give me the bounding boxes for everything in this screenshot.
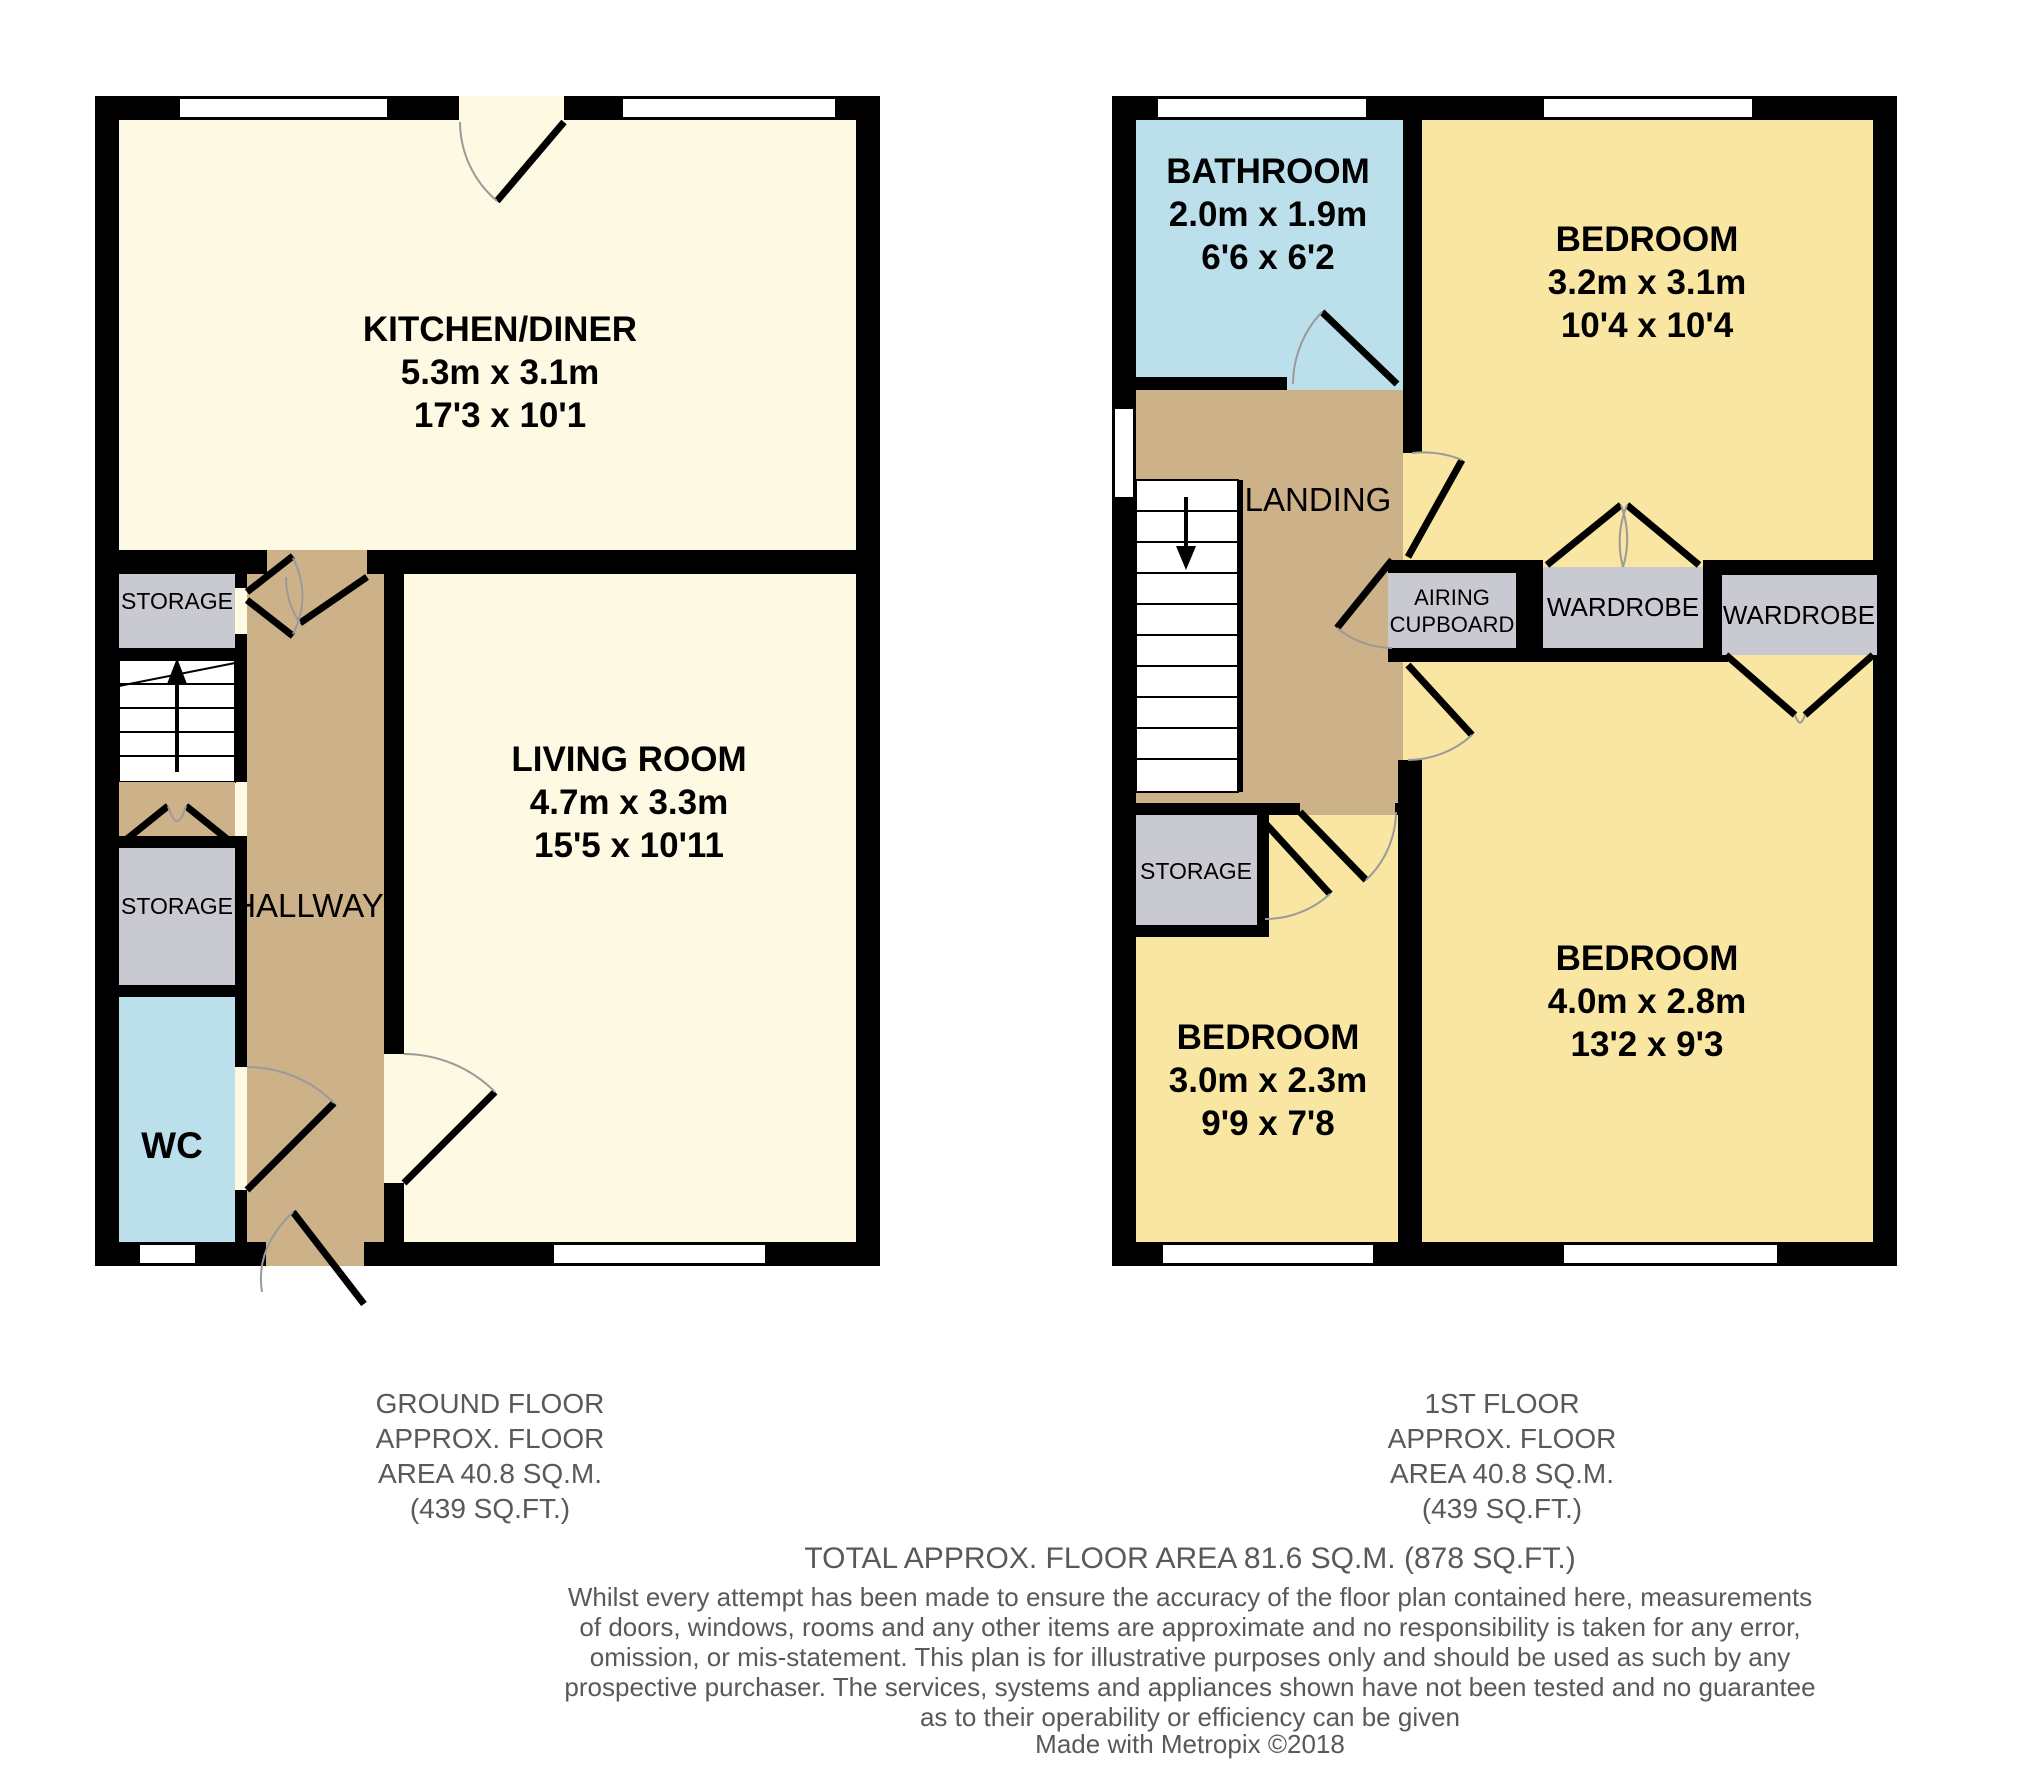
room-name: BATHROOM	[1166, 152, 1370, 191]
wall-segment	[384, 574, 404, 1054]
wc-label: WC	[141, 1125, 203, 1166]
room-size-imperial: 15'5 x 10'11	[534, 826, 724, 865]
window	[179, 98, 388, 118]
bathroom-label	[1166, 150, 1370, 279]
total-area-text: TOTAL APPROX. FLOOR AREA 81.6 SQ.M. (878 SQ.FT.)	[804, 1542, 1576, 1575]
wall-segment	[1539, 560, 1543, 648]
wall-segment	[384, 1183, 404, 1242]
window	[553, 1244, 766, 1264]
wall-segment	[1136, 377, 1287, 390]
room-wc-floor	[119, 997, 235, 1242]
wall-segment	[1722, 560, 1877, 575]
disclaimer-line: omission, or mis-statement. This plan is for illustrative purposes only and should be used as such by any	[589, 1642, 1791, 1672]
wall-segment	[119, 985, 247, 997]
room-size-metric: 3.0m x 2.3m	[1168, 1061, 1368, 1100]
airing-cupboard-label	[1390, 584, 1515, 638]
back-door-opening	[459, 96, 564, 120]
disclaimer-text	[564, 1582, 1815, 1732]
bathroom-doorway-opening	[1287, 377, 1403, 390]
wall-segment	[235, 836, 247, 1067]
wall-segment	[1516, 560, 1543, 662]
window	[1563, 1244, 1778, 1264]
disclaimer-line: as to their operability or efficiency can be given	[919, 1702, 1461, 1732]
caption-line: APPROX. FLOOR	[375, 1423, 605, 1454]
caption-line: (439 SQ.FT.)	[409, 1493, 571, 1524]
storage-mid-label: STORAGE	[120, 893, 234, 919]
room-size-imperial: 9'9 x 7'8	[1201, 1104, 1335, 1143]
wall-segment	[119, 550, 267, 574]
room-size-metric: 4.0m x 2.8m	[1547, 982, 1747, 1021]
kitchen-label	[363, 308, 637, 437]
room-size-metric: 4.7m x 3.3m	[529, 783, 729, 822]
ground-floor-caption	[376, 1386, 605, 1526]
storage-top-label: STORAGE	[120, 588, 234, 614]
wardrobe-right-label: WARDROBE	[1722, 600, 1876, 630]
ground-floor-plan	[95, 96, 880, 1304]
airing-line1: AIRING	[1414, 585, 1490, 610]
wall-segment	[367, 550, 856, 574]
window	[622, 98, 836, 118]
hallway-label: HALLWAY	[232, 887, 384, 924]
room-size-metric: 5.3m x 3.1m	[400, 353, 600, 392]
caption-line: GROUND FLOOR	[375, 1388, 605, 1419]
wall-segment	[235, 1190, 247, 1242]
disclaimer-line: prospective purchaser. The services, systems and appliances shown have not been tested and no guarantee	[564, 1672, 1816, 1702]
disclaimer-line: of doors, windows, rooms and any other items are approximate and no responsibility is taken for any error,	[579, 1612, 1801, 1642]
wall-segment	[1403, 96, 1422, 453]
window	[1157, 98, 1367, 118]
wall-segment	[235, 574, 247, 588]
wall-segment	[1703, 560, 1722, 662]
wall-segment	[1257, 815, 1269, 925]
bedroom-right-label	[1548, 937, 1746, 1066]
landing-label: LANDING	[1244, 481, 1392, 518]
wall-segment	[1388, 560, 1516, 574]
caption-line: AREA 40.8 SQ.M.	[1389, 1458, 1615, 1489]
room-size-imperial: 6'6 x 6'2	[1201, 238, 1335, 277]
room-name: BEDROOM	[1176, 1018, 1360, 1057]
wall-segment	[1388, 648, 1728, 662]
wall-segment	[1136, 925, 1269, 937]
room-size-imperial: 17'3 x 10'1	[413, 396, 587, 435]
metropix-credit: Made with Metropix ©2018	[1035, 1729, 1345, 1759]
caption-line: 1ST FLOOR	[1424, 1388, 1580, 1419]
room-size-metric: 2.0m x 1.9m	[1168, 195, 1368, 234]
window	[1543, 98, 1753, 118]
caption-line: APPROX. FLOOR	[1387, 1423, 1617, 1454]
living-room-label	[511, 738, 746, 867]
window	[139, 1244, 196, 1264]
room-name: KITCHEN/DINER	[362, 310, 638, 349]
wall-segment	[1136, 803, 1300, 815]
window	[1162, 1244, 1374, 1264]
wall-segment	[119, 648, 247, 660]
caption-line: (439 SQ.FT.)	[1421, 1493, 1583, 1524]
room-name: BEDROOM	[1555, 939, 1739, 978]
bedroom-top-label	[1548, 218, 1746, 347]
wall-segment	[235, 634, 247, 782]
window	[1114, 408, 1134, 498]
wall-segment	[1398, 760, 1422, 1242]
caption-line: AREA 40.8 SQ.M.	[377, 1458, 603, 1489]
room-name: LIVING ROOM	[511, 740, 747, 779]
first-floor-caption	[1388, 1386, 1617, 1526]
wardrobe-left-label: WARDROBE	[1546, 592, 1700, 622]
room-size-metric: 3.2m x 3.1m	[1547, 263, 1747, 302]
room-name: BEDROOM	[1555, 220, 1739, 259]
wall-segment	[1238, 480, 1243, 792]
bedroom-left-label	[1169, 1016, 1367, 1145]
room-size-imperial: 13'2 x 9'3	[1570, 1025, 1724, 1064]
airing-line2: CUPBOARD	[1389, 612, 1515, 637]
room-size-imperial: 10'4 x 10'4	[1560, 306, 1734, 345]
disclaimer-line: Whilst every attempt has been made to ensure the accuracy of the floor plan contained here, measurements	[567, 1582, 1813, 1612]
storage-first-floor-label: STORAGE	[1139, 858, 1253, 884]
